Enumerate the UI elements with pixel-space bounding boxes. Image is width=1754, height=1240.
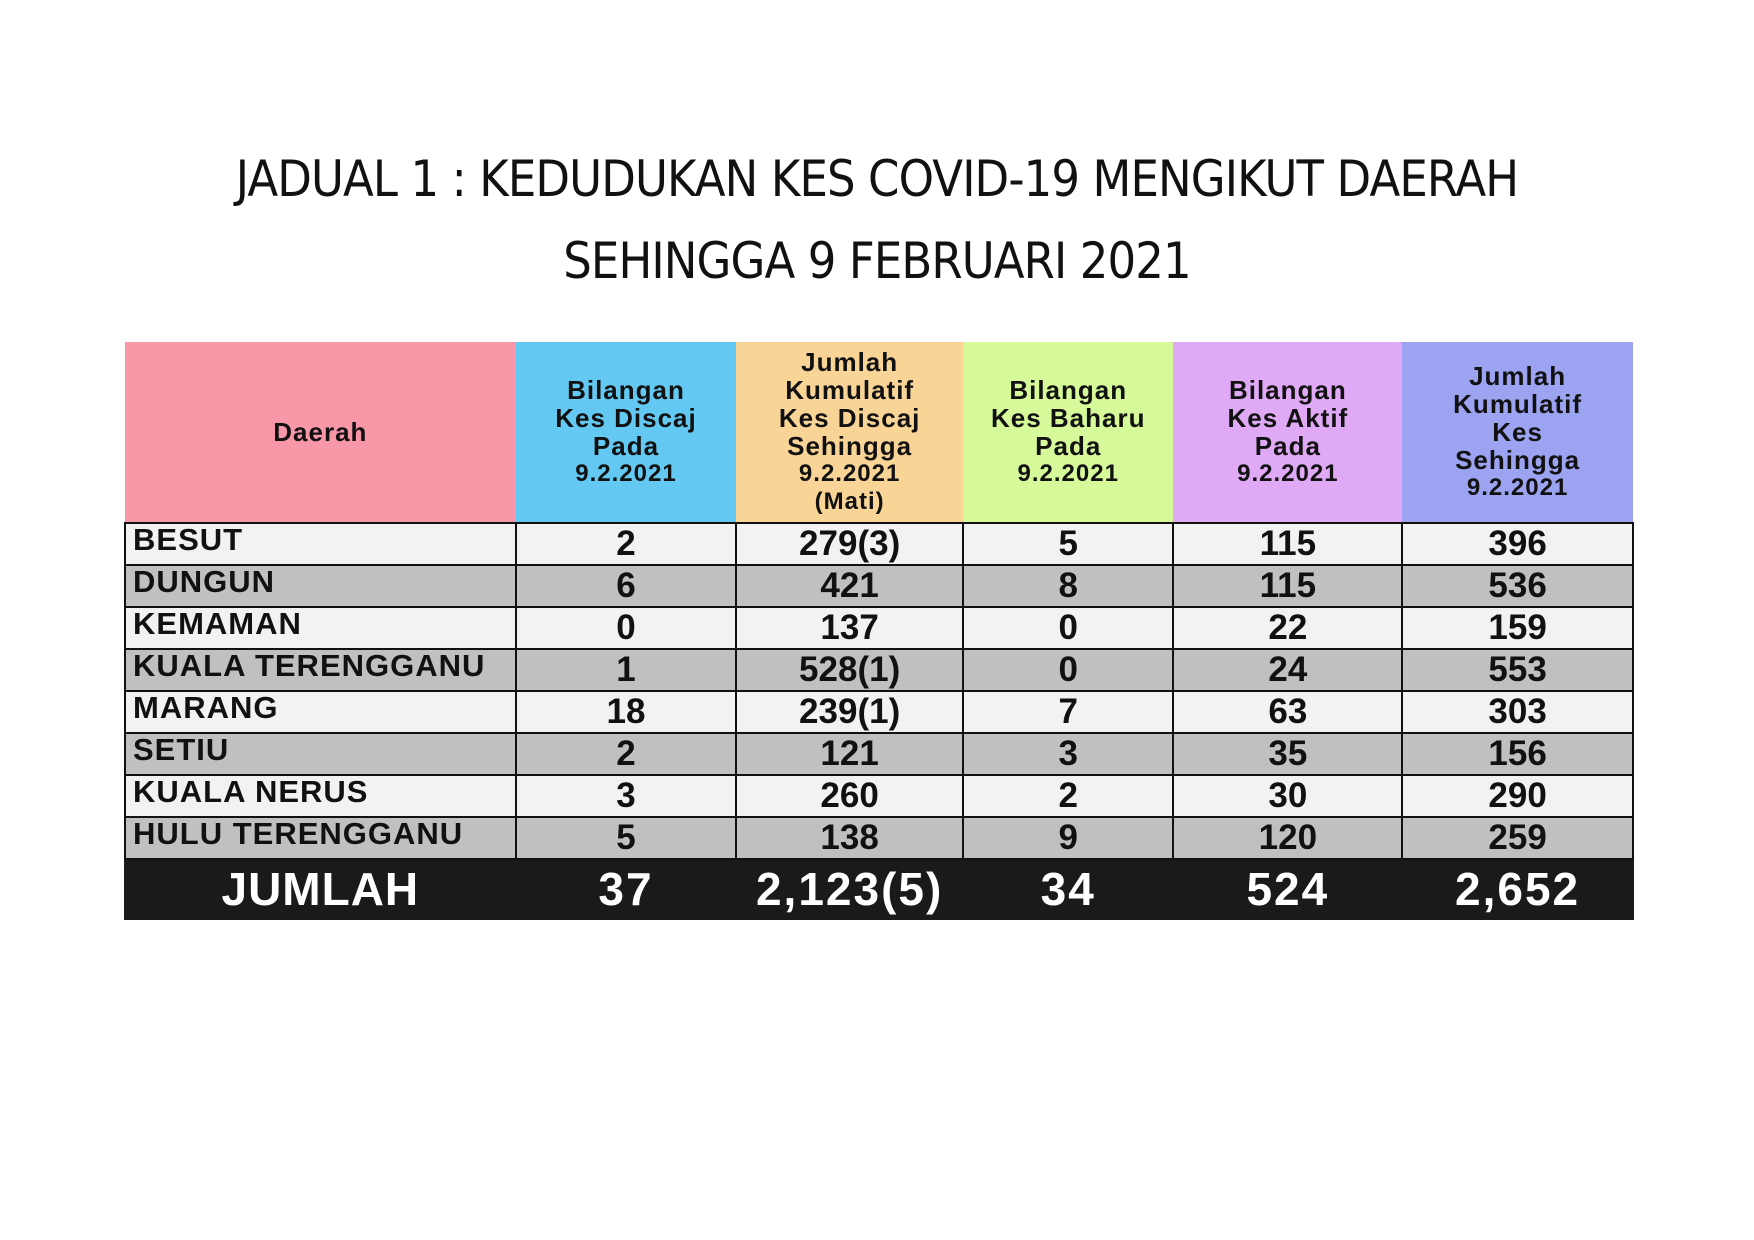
total-kumulatif: 2,652 (1402, 859, 1633, 919)
header-line: Jumlah (1469, 361, 1567, 391)
header-line: Bilangan (567, 375, 685, 405)
cell-kumulatif-discaj: 421 (736, 565, 963, 607)
cell-kumulatif-discaj: 239(1) (736, 691, 963, 733)
cell-aktif: 120 (1173, 817, 1402, 859)
header-discaj (516, 342, 737, 523)
cell-discaj: 6 (516, 565, 737, 607)
covid-district-table (124, 342, 1634, 920)
cell-baharu: 0 (963, 649, 1174, 691)
cell-discaj: 2 (516, 733, 737, 775)
table-header-row (125, 342, 1633, 523)
cell-baharu: 5 (963, 523, 1174, 565)
cell-baharu: 7 (963, 691, 1174, 733)
table-row (125, 523, 1633, 565)
header-line: Daerah (273, 417, 368, 447)
header-line: Kumulatif (785, 375, 915, 405)
header-line: 9.2.2021 (1017, 460, 1119, 487)
table-row (125, 607, 1633, 649)
header-line: Kes Aktif (1227, 403, 1349, 433)
header-line: Pada (1035, 431, 1102, 461)
cell-discaj: 1 (516, 649, 737, 691)
total-kumulatif-discaj: 2,123(5) (736, 859, 963, 919)
table-row (125, 649, 1633, 691)
cell-kumulatif-discaj: 279(3) (736, 523, 963, 565)
cell-daerah: HULU TERENGGANU (125, 817, 516, 859)
header-line: 9.2.2021 (1237, 460, 1339, 487)
cell-daerah: SETIU (125, 733, 516, 775)
table-row (125, 817, 1633, 859)
cell-baharu: 9 (963, 817, 1174, 859)
cell-baharu: 0 (963, 607, 1174, 649)
table-row (125, 565, 1633, 607)
header-baharu (963, 342, 1174, 523)
page-title-line-1: JADUAL 1 : KEDUDUKAN KES COVID-19 MENGIKUT DAERAH (235, 150, 1519, 208)
total-aktif: 524 (1173, 859, 1402, 919)
cell-daerah: KUALA TERENGGANU (125, 649, 516, 691)
header-line: Kes Baharu (990, 403, 1146, 433)
cell-daerah: KUALA NERUS (125, 775, 516, 817)
cell-aktif: 35 (1173, 733, 1402, 775)
cell-aktif: 30 (1173, 775, 1402, 817)
header-aktif (1173, 342, 1402, 523)
cell-daerah: MARANG (125, 691, 516, 733)
header-line: Kes Discaj (555, 403, 697, 433)
table-row (125, 775, 1633, 817)
header-line: 9.2.2021 (1466, 474, 1569, 501)
table-row (125, 691, 1633, 733)
total-baharu: 34 (963, 859, 1174, 919)
cell-kumulatif: 553 (1402, 649, 1633, 691)
header-line: Sehingga (787, 431, 913, 461)
header-line: Sehingga (1455, 445, 1581, 475)
total-row (125, 859, 1633, 919)
cell-kumulatif: 156 (1402, 733, 1633, 775)
cell-kumulatif: 536 (1402, 565, 1633, 607)
cell-discaj: 3 (516, 775, 737, 817)
cell-baharu: 2 (963, 775, 1174, 817)
header-line: Bilangan (1228, 375, 1347, 405)
cell-kumulatif-discaj: 138 (736, 817, 963, 859)
cell-kumulatif: 303 (1402, 691, 1633, 733)
cell-aktif: 22 (1173, 607, 1402, 649)
cell-daerah: KEMAMAN (125, 607, 516, 649)
cell-kumulatif: 259 (1402, 817, 1633, 859)
cell-aktif: 24 (1173, 649, 1402, 691)
header-line: Pada (592, 431, 660, 461)
cell-kumulatif: 290 (1402, 775, 1633, 817)
cell-aktif: 63 (1173, 691, 1402, 733)
cell-kumulatif-discaj: 121 (736, 733, 963, 775)
header-daerah (125, 342, 516, 523)
header-line: (Mati) (814, 488, 885, 515)
cell-discaj: 0 (516, 607, 737, 649)
header-line: Kumulatif (1453, 389, 1583, 419)
header-line: Jumlah (801, 347, 899, 377)
total-label: JUMLAH (125, 859, 516, 919)
cell-discaj: 2 (516, 523, 737, 565)
header-kumulatif (1402, 342, 1633, 523)
total-discaj: 37 (516, 859, 737, 919)
cell-discaj: 5 (516, 817, 737, 859)
header-line: 9.2.2021 (575, 460, 677, 487)
cell-discaj: 18 (516, 691, 737, 733)
cell-kumulatif: 159 (1402, 607, 1633, 649)
header-kumulatif-discaj (736, 342, 963, 523)
header-line: Bilangan (1009, 375, 1128, 405)
cell-kumulatif: 396 (1402, 523, 1633, 565)
cell-kumulatif-discaj: 260 (736, 775, 963, 817)
cell-kumulatif-discaj: 137 (736, 607, 963, 649)
table-row (125, 733, 1633, 775)
header-line: Pada (1254, 431, 1321, 461)
cell-daerah: DUNGUN (125, 565, 516, 607)
cell-daerah: BESUT (125, 523, 516, 565)
cell-aktif: 115 (1173, 565, 1402, 607)
page-title-line-2: SEHINGGA 9 FEBRUARI 2021 (563, 232, 1191, 290)
header-line: Kes Discaj (778, 403, 921, 433)
header-line: 9.2.2021 (798, 460, 901, 487)
cell-aktif: 115 (1173, 523, 1402, 565)
cell-baharu: 8 (963, 565, 1174, 607)
cell-kumulatif-discaj: 528(1) (736, 649, 963, 691)
header-line: Kes (1492, 417, 1543, 447)
cell-baharu: 3 (963, 733, 1174, 775)
